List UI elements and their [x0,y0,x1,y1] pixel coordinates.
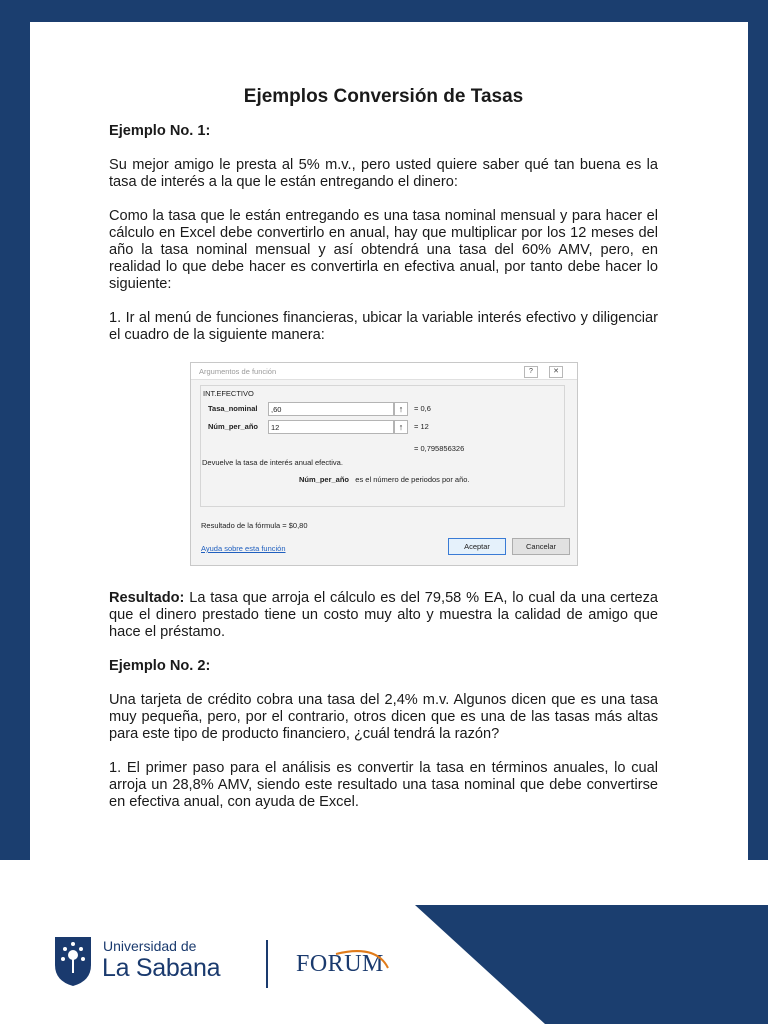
ejemplo-1-paragraph-2: Como la tasa que le están entregando es una tasa nominal mensual y para hacer el cálculo en Excel debe convertirlo en anual, hay que multiplicar por los 12 meses del año la tasa nominal mensual y así obtendrá una tasa del 60% AMV, pero, en realidad lo que debe hacer es convertirla en efectiva anual, por tanto debe hacer lo siguiente: [109,208,658,292]
arg-description-text: es el número de periodos por año. [355,475,470,484]
forum-logo [296,946,396,986]
arg-value: ,60 [271,405,282,414]
tasa-nominal-input[interactable] [268,402,394,416]
arg-description [299,475,470,484]
forum-swoosh-icon [296,946,396,986]
resultado-text: La tasa que arroja el cálculo es del 79,58 % EA, lo cual da una certeza que el dinero prestado tiene un costo muy alto y muestra la calidad de amigo que hace el préstamo. [109,590,658,640]
dialog-title: Argumentos de función [199,367,277,376]
help-link[interactable]: Ayuda sobre esta función [201,544,286,553]
formula-result: Resultado de la fórmula = $0,80 [201,521,308,530]
function-arguments-dialog [190,362,578,566]
university-shield-icon [53,935,93,987]
resultado-label: Resultado: [109,590,185,606]
page-title: Ejemplos Conversión de Tasas [243,86,524,107]
cancel-button[interactable]: Cancelar [512,538,570,555]
collapse-arrow-icon[interactable]: ↑ [394,402,408,416]
ejemplo-1-paragraph-3: 1. Ir al menú de funciones financieras, ubicar la variable interés efectivo y diligenciar el cuadro de la siguiente manera: [109,310,658,343]
function-group [200,385,565,507]
num-per-ano-input[interactable] [268,420,394,434]
help-icon[interactable]: ? [524,366,538,378]
forum-logo-text: FORUM [296,951,384,977]
arg-label: Núm_per_año [208,422,259,431]
university-name-line-2: La Sabana [102,954,221,982]
universidad-la-sabana-logo [53,935,243,991]
ejemplo-1-paragraph-1: Su mejor amigo le presta al 5% m.v., pero usted quiere saber qué tan buena es la tasa de interés a la que le están entregando el dinero: [109,157,658,190]
arg-result: = 0,6 [414,404,431,413]
function-total-result: = 0,795856326 [414,444,465,453]
arg-label: Tasa_nominal [208,404,258,413]
ejemplo-1-heading: Ejemplo No. 1: [109,123,211,139]
resultado-paragraph [109,590,658,641]
ejemplo-2-paragraph-2: 1. El primer paso para el análisis es convertir la tasa en términos anuales, lo cual arroja un 28,8% AMV, siendo este resultado una tasa nominal que debe convertirse en efectiva anual, con ayuda de Excel. [109,760,658,810]
function-name: INT.EFECTIVO [203,389,254,398]
accept-button[interactable]: Aceptar [448,538,506,555]
dialog-titlebar [191,363,577,380]
function-description: Devuelve la tasa de interés anual efectiva. [202,458,343,467]
university-name-line-1: Universidad de [103,938,197,954]
logo-divider [266,940,268,988]
arg-result: = 12 [414,422,429,431]
close-icon[interactable]: ✕ [549,366,563,378]
ejemplo-2-heading: Ejemplo No. 2: [109,658,211,674]
arg-value: 12 [271,423,280,432]
collapse-arrow-icon[interactable]: ↑ [394,420,408,434]
ejemplo-2-paragraph-1: Una tarjeta de crédito cobra una tasa del 2,4% m.v. Algunos dicen que es una tasa muy pequeña, pero, por el contrario, otros dicen que es una de las tasas más altas para este tipo de producto financiero, ¿cuál tendrá la razón? [109,692,658,742]
arg-description-label: Núm_per_año [299,475,350,484]
